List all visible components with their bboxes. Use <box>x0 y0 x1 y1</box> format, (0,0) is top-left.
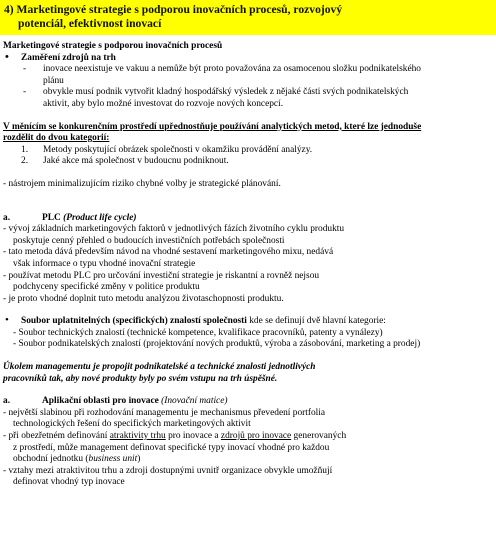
plc-line: - používat metodu PLC pro určování investiční strategie je riskantní a rovněž nejsou <box>3 270 320 281</box>
dash-item: - obvykle musí podnik vytvořit kladný hospodářský výsledek z nějaké části svých podnikatelských <box>23 87 409 98</box>
bullet-icon: • <box>5 50 9 63</box>
matrix-line: definovat vhodný typ inovace <box>13 477 125 488</box>
dash-marker: - <box>23 64 27 75</box>
matrix-line: z prostředí, může management definovat specifické typy inovací vhodné pro každou <box>13 442 330 453</box>
plc-line: poskytuje cenný přehled o budoucích investičních potřebách společnosti <box>13 235 285 246</box>
dash-item-continuation: aktivit, aby bylo možné investovat do rozvoje nových koncepcí. <box>43 98 284 109</box>
heading-line-2: potenciál, efektivnost inovací <box>18 17 162 30</box>
knowledge-item: - Soubor podnikatelských znalostí (projektování nových produktů, výroba a zásobování, marketing a prodej) <box>13 339 421 350</box>
bullet-icon: • <box>5 314 9 327</box>
plc-heading: a. PLC (Product life cycle) <box>3 212 137 223</box>
document-body <box>0 35 496 489</box>
analytics-intro-line-1: V měnícím se konkurenčním prostředí upřednostňuje používání analytických metod, které lze jednoduše <box>3 121 422 132</box>
management-task-line-1: Úkolem managementu je propojit podnikatelské a technické znalosti jednotlivých <box>3 362 316 373</box>
matrix-line: technologických řešení do specifických marketingových aktivit <box>13 419 251 430</box>
analytics-intro-line-2: rozdělit do dvou kategorií: <box>3 133 110 144</box>
bullet-item: • Zaměření zdrojů na trh <box>5 50 116 63</box>
section-heading <box>0 0 496 35</box>
matrix-line: - vztahy mezi atraktivitou trhu a zdroji dostupnými uvnitř organizace obvykle umožňují <box>3 465 333 476</box>
subsection-title: Marketingové strategie s podporou inovačních procesů <box>3 41 223 51</box>
strategy-note: - nástrojem minimalizujícím riziko chybné volby je strategické plánování. <box>3 178 281 189</box>
plc-line: však informace o typu vhodné inovační strategie <box>13 258 196 269</box>
matrix-line: - největší slabinou při rozhodování managementu je mechanismus převedení portfolia <box>3 407 326 418</box>
innovation-matrix-heading: a. Aplikační oblasti pro inovace (Inovační matice) <box>3 396 228 407</box>
dash-marker: - <box>23 87 27 98</box>
knowledge-bullet: • Soubor uplatnitelných (specifických) znalostí společnosti kde se definují dvě hlavní kategorie: <box>5 314 386 327</box>
numbered-item: 1. Metody poskytující obrázek společnosti v okamžiku provádění analýzy. <box>21 144 313 155</box>
dash-item: - inovace neexistuje ve vakuu a nemůže být proto považována za osamocenou složku podnikatelského <box>23 64 421 75</box>
plc-line: - vývoj základních marketingových faktorů v jednotlivých fázích životního cyklu produktu <box>3 224 345 235</box>
plc-line: podchyceny specifické změny v politice produktu <box>13 282 200 293</box>
matrix-line: obchodní jednotku (business unit) <box>13 454 141 465</box>
numbered-item: 2. Jaké akce má společnost v budoucnu podniknout. <box>21 156 229 167</box>
heading-line-1: 4) Marketingové strategie s podporou inovačních procesů, rozvojový <box>4 3 343 16</box>
management-task-line-2: pracovníků tak, aby nové produkty byly po svém vstupu na trh úspěšné. <box>3 373 278 384</box>
plc-line: - je proto vhodné doplnit tuto metodu analýzou životaschopnosti produktu. <box>3 293 284 304</box>
dash-item-continuation: plánu <box>43 75 64 86</box>
matrix-line: - při obezřetném definování atraktivity trhu pro inovace a zdrojů pro inovace generovaných <box>3 431 347 442</box>
knowledge-item: - Soubor technických znalostí (technické kompetence, kvalifikace pracovníků, patenty a vynálezy) <box>13 327 383 338</box>
plc-line: - tato metoda dává především návod na vhodné sestavení marketingového mixu, nedává <box>3 247 334 258</box>
